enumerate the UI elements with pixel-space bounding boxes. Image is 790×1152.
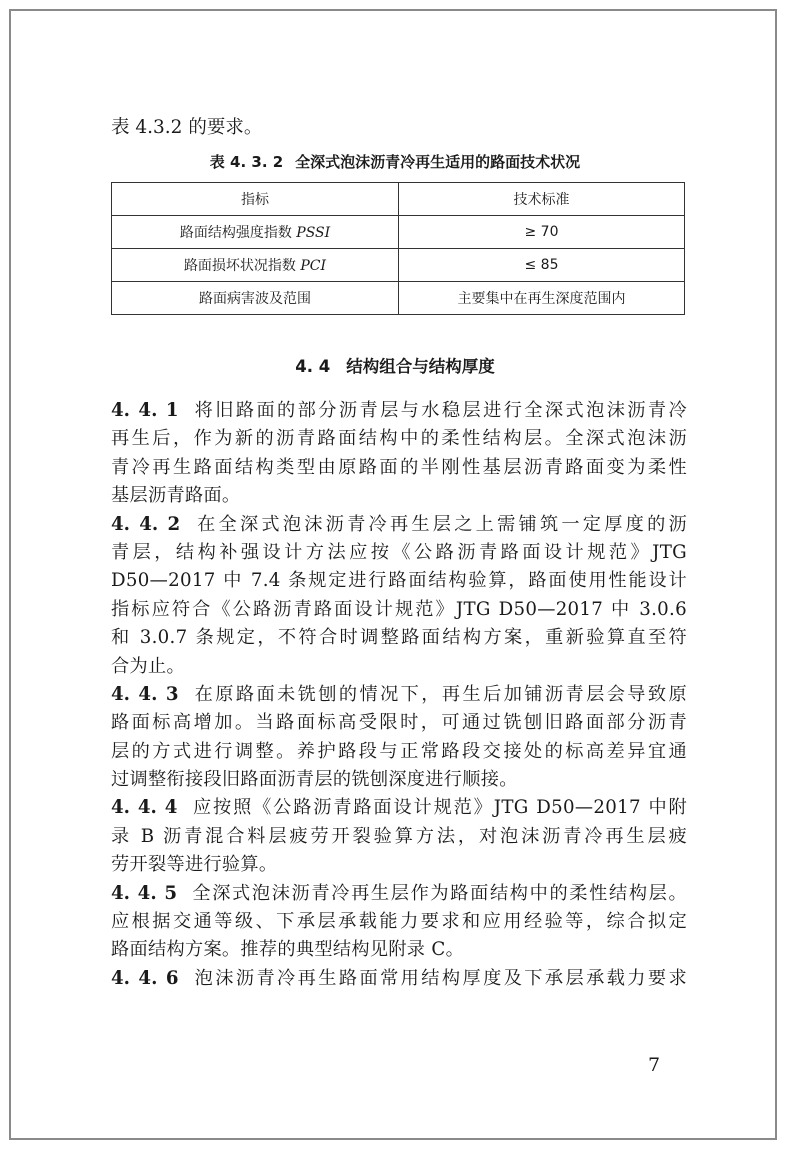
clause-line: 应根据交通等级、下承层承载能力要求和应用经验等，综合拟定: [111, 911, 687, 933]
clause-line: 4. 4. 5 全深式泡沫沥青冷再生层作为路面结构中的柔性结构层。: [111, 882, 687, 904]
clause-line: 和 3.0.7 条规定，不符合时调整路面结构方案，重新验算直至符: [111, 627, 687, 649]
row-value: ≥ 70: [399, 216, 685, 249]
row-label-text: 路面结构强度指数: [179, 225, 297, 241]
header-indicator: 指标: [112, 183, 399, 216]
table-caption: [0, 151, 790, 173]
clause-line: 劳开裂等进行验算。: [111, 854, 278, 876]
table-row: [112, 282, 685, 315]
clause-line: 基层沥青路面。: [111, 485, 241, 507]
clause-number: 4. 4. 5: [111, 882, 177, 904]
section-heading: [0, 355, 790, 379]
clause-number: 4. 4. 2: [111, 513, 181, 535]
row-abbr: PCI: [300, 258, 327, 274]
row-label: [112, 282, 399, 315]
section-number: 4. 4: [295, 357, 331, 376]
page-number: 7: [648, 1054, 661, 1076]
table-header-row: [112, 183, 685, 216]
table-number: 表 4. 3. 2: [209, 153, 284, 171]
clause-line: 指标应符合《公路沥青路面设计规范》JTG D50—2017 中 3.0.6: [111, 598, 687, 620]
row-value: 主要集中在再生深度范围内: [399, 282, 685, 315]
row-label: [112, 216, 399, 249]
clause-line: 再生后，作为新的沥青路面结构中的柔性结构层。全深式泡沫沥: [111, 428, 687, 450]
row-label-text: 路面病害波及范围: [199, 291, 311, 307]
clause-line: 4. 4. 1 将旧路面的部分沥青层与水稳层进行全深式泡沫沥青冷: [111, 400, 688, 421]
clause-line: 路面标高增加。当路面标高受限时，可通过铣刨旧路面部分沥青: [111, 712, 687, 734]
clause-line: 4. 4. 6 泡沫沥青冷再生路面常用结构厚度及下承层承载力要求: [111, 967, 688, 989]
clause-line: D50—2017 中 7.4 条规定进行路面结构验算，路面使用性能设计: [111, 570, 687, 592]
header-standard: 技术标准: [399, 183, 685, 216]
clause-line: 4. 4. 3 在原路面未铣刨的情况下，再生后加铺沥青层会导致原: [111, 683, 688, 705]
clause-line: 录 B 沥青混合料层疲劳开裂验算方法，对泡沫沥青冷再生层疲: [111, 825, 687, 847]
table-title: 全深式泡沫沥青冷再生适用的路面技术状况: [295, 153, 581, 171]
section-title: 结构组合与结构厚度: [346, 357, 495, 376]
body-text: [111, 397, 687, 993]
clause-line: 层的方式进行调整。养护路段与正常路段交接处的标高差异宜通: [111, 740, 687, 762]
clause-number: 4. 4. 1: [111, 400, 179, 421]
clause-number: 4. 4. 6: [111, 967, 179, 989]
spec-table: [111, 182, 685, 315]
clause-line: 青冷再生路面结构类型由原路面的半刚性基层沥青路面变为柔性: [111, 456, 687, 478]
clause-line: 青层，结构补强设计方法应按《公路沥青路面设计规范》JTG: [111, 541, 687, 563]
clause-line: 合为止。: [111, 655, 185, 677]
clause-number: 4. 4. 3: [111, 683, 179, 705]
table-row: [112, 249, 685, 282]
clause-line: 过调整衔接段旧路面沥青层的铣刨深度进行顺接。: [111, 769, 518, 791]
clause-line: 路面结构方案。推荐的典型结构见附录 C。: [111, 939, 465, 961]
clause-line: 4. 4. 2 在全深式泡沫沥青冷再生层之上需铺筑一定厚度的沥: [111, 513, 687, 535]
clause-line: 4. 4. 4 应按照《公路沥青路面设计规范》JTG D50—2017 中附: [111, 797, 687, 819]
row-label-text: 路面损坏状况指数: [183, 258, 301, 274]
clause-number: 4. 4. 4: [111, 797, 178, 819]
table-row: [112, 216, 685, 249]
intro-line: 表 4.3.2 的要求。: [111, 117, 263, 138]
row-label: [112, 249, 399, 282]
row-abbr: PSSI: [296, 225, 331, 241]
row-value: ≤ 85: [399, 249, 685, 282]
